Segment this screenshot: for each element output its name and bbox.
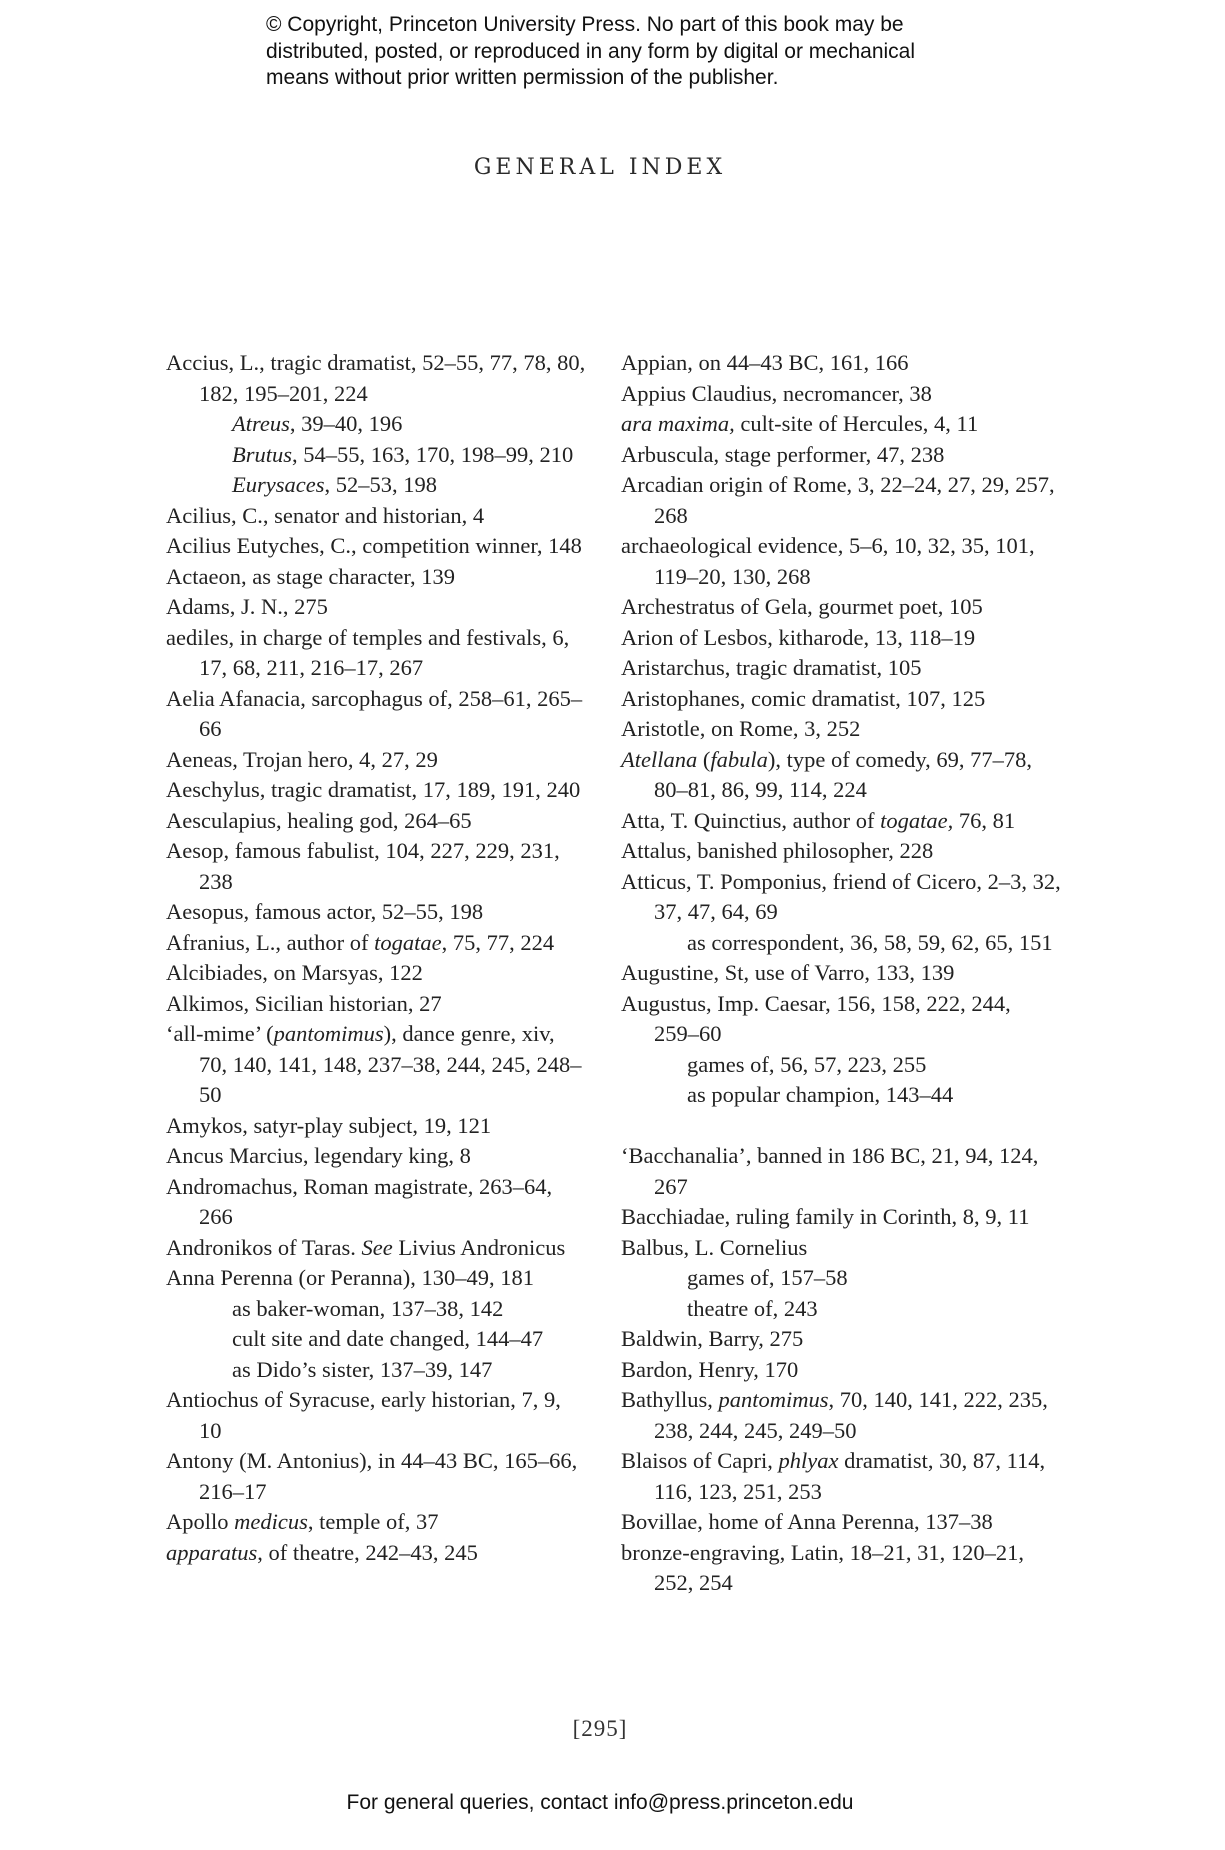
index-entry — [166, 501, 586, 532]
index-text: as Dido’s sister, 137–39, 147 — [232, 1356, 493, 1382]
index-entry — [621, 379, 1061, 410]
index-text: , 54–55, 163, 170, 198–99, 210 — [292, 441, 574, 467]
index-entry — [621, 440, 1061, 471]
index-text: Atta, T. Quinctius, author of — [621, 807, 881, 833]
index-text: ‘all-mime’ ( — [166, 1021, 274, 1046]
index-entry — [621, 867, 1061, 928]
page-title: GENERAL INDEX — [473, 155, 727, 180]
index-entry — [621, 958, 1061, 989]
index-text: archaeological evidence, 5–6, 10, 32, 35, 101, 119–20, 130, 268 — [621, 533, 1035, 589]
index-entry — [621, 1355, 1061, 1386]
index-text: bronze-engraving, Latin, 18–21, 31, 120–21, 252, 254 — [621, 1539, 1025, 1595]
index-entry — [621, 1202, 1061, 1233]
index-entry — [621, 684, 1061, 715]
index-column-right — [621, 348, 1061, 1599]
index-entry — [166, 348, 586, 409]
index-text: Adams, J. N., 275 — [166, 594, 328, 619]
index-entry — [166, 1507, 586, 1538]
index-text: Blaisos of Capri, — [621, 1448, 779, 1473]
index-subentry — [166, 470, 586, 501]
index-entry — [166, 1446, 586, 1507]
index-text: , temple of, 37 — [307, 1509, 439, 1534]
index-italic-text: phlyax — [778, 1448, 839, 1473]
index-text: Archestratus of Gela, gourmet poet, 105 — [621, 594, 983, 619]
index-entry — [621, 1324, 1061, 1355]
index-text: dramatist, 30, 87, 114, 116, 123, 251, 253 — [654, 1448, 1046, 1504]
index-column-left — [166, 348, 586, 1568]
index-entry — [621, 470, 1061, 531]
index-text: , 75, 77, 224 — [441, 929, 555, 955]
index-text: as popular champion, 143–44 — [687, 1082, 954, 1107]
index-entry — [166, 1019, 586, 1111]
index-text: ), type of comedy, 69, 77–78, 80–81, 86, 99, 114, 224 — [654, 746, 1032, 802]
index-entry — [621, 836, 1061, 867]
index-italic-text: ara maxima, — [621, 411, 735, 436]
index-subentry — [166, 409, 586, 440]
index-subentry — [166, 1294, 586, 1325]
index-entry — [621, 806, 1061, 837]
index-entry — [166, 1141, 586, 1172]
index-text: Acilius Eutyches, C., competition winner, 148 — [166, 533, 582, 558]
index-subentry — [621, 928, 1061, 959]
index-text: Augustus, Imp. Caesar, 156, 158, 222, 244, 259–60 — [621, 990, 1011, 1046]
index-entry — [621, 714, 1061, 745]
index-entry — [166, 989, 586, 1020]
index-text: Attalus, banished philosopher, 228 — [621, 838, 934, 863]
index-entry — [621, 989, 1061, 1050]
index-italic-text: See — [361, 1234, 393, 1260]
index-text: Bovillae, home of Anna Perenna, 137–38 — [621, 1509, 993, 1534]
index-text: theatre of, 243 — [687, 1295, 818, 1321]
index-italic-text: togatae — [374, 929, 442, 955]
index-text: ( — [697, 746, 711, 772]
index-text: Appian, on 44–43 BC, 161, 166 — [621, 350, 909, 375]
index-entry — [166, 1263, 586, 1294]
index-text: Augustine, St, use of Varro, 133, 139 — [621, 960, 955, 985]
index-text: Acilius, C., senator and historian, 4 — [166, 502, 485, 528]
index-text: Arbuscula, stage performer, 47, 238 — [621, 441, 945, 467]
index-entry — [621, 531, 1061, 592]
index-text: Amykos, satyr-play subject, 19, 121 — [166, 1112, 492, 1138]
index-text: games of, 157–58 — [687, 1265, 848, 1290]
index-text: Aesculapius, healing god, 264–65 — [166, 807, 472, 833]
index-text: Actaeon, as stage character, 139 — [166, 563, 455, 589]
copyright-line: distributed, posted, or reproduced in any form by digital or mechanical — [266, 39, 916, 63]
index-entry — [166, 592, 586, 623]
index-text: Anna Perenna (or Peranna), 130–49, 181 — [166, 1265, 535, 1290]
index-subentry — [621, 1050, 1061, 1081]
index-text: , of theatre, 242–43, 245 — [257, 1539, 478, 1565]
index-text: , 70, 140, 141, 222, 235, 238, 244, 245, 249–50 — [654, 1387, 1048, 1443]
index-text: Livius Andronicus — [392, 1234, 566, 1260]
index-entry — [621, 1385, 1061, 1446]
index-entry — [166, 958, 586, 989]
index-letter-gap — [621, 1111, 1061, 1142]
index-entry — [166, 1233, 586, 1264]
index-entry — [166, 1111, 586, 1142]
index-text: cult-site of Hercules, 4, 11 — [734, 411, 979, 436]
index-text: Bacchiadae, ruling family in Corinth, 8, 9, 11 — [621, 1204, 1030, 1229]
index-subentry — [166, 1324, 586, 1355]
index-text: Andronikos of Taras. — [166, 1234, 362, 1260]
index-text: , 39–40, 196 — [289, 411, 403, 436]
index-entry — [621, 1538, 1061, 1599]
index-text: Aeschylus, tragic dramatist, 17, 189, 191, 240 — [166, 777, 581, 802]
index-text: Apollo — [166, 1509, 235, 1534]
index-text: Aristarchus, tragic dramatist, 105 — [621, 655, 922, 680]
index-entry — [166, 806, 586, 837]
index-entry — [621, 1233, 1061, 1264]
index-entry — [166, 684, 586, 745]
index-text: ‘Bacchanalia’, banned in 186 BC, 21, 94, 124, 267 — [621, 1143, 1039, 1199]
index-entry — [166, 1385, 586, 1446]
index-text: Alkimos, Sicilian historian, 27 — [166, 990, 442, 1016]
index-text: Alcibiades, on Marsyas, 122 — [166, 960, 423, 985]
index-text: Aristophanes, comic dramatist, 107, 125 — [621, 685, 986, 711]
copyright-line: © Copyright, Princeton University Press. No part of this book may be — [266, 13, 904, 36]
index-text: Aeneas, Trojan hero, 4, 27, 29 — [166, 746, 438, 772]
index-text: games of, 56, 57, 223, 255 — [687, 1051, 927, 1077]
index-entry — [166, 775, 586, 806]
index-entry — [621, 1507, 1061, 1538]
index-entry — [621, 348, 1061, 379]
index-subentry — [621, 1294, 1061, 1325]
index-entry — [621, 653, 1061, 684]
index-italic-text: fabula — [710, 746, 768, 772]
index-subentry — [166, 1355, 586, 1386]
index-text: Bathyllus, — [621, 1387, 719, 1412]
index-italic-text: pantomimus — [273, 1021, 384, 1046]
index-text: , 52–53, 198 — [324, 472, 437, 497]
index-entry — [166, 531, 586, 562]
index-text: as correspondent, 36, 58, 59, 62, 65, 151 — [687, 929, 1053, 955]
index-text: cult site and date changed, 144–47 — [232, 1326, 544, 1351]
index-text: Arcadian origin of Rome, 3, 22–24, 27, 29, 257, 268 — [621, 472, 1055, 528]
index-entry — [621, 409, 1061, 440]
index-entry — [166, 562, 586, 593]
index-text: Bardon, Henry, 170 — [621, 1356, 799, 1382]
index-entry — [166, 928, 586, 959]
index-subentry — [621, 1080, 1061, 1111]
index-text: Antiochus of Syracuse, early historian, 7, 9, 10 — [166, 1387, 561, 1443]
index-text: Afranius, L., author of — [166, 929, 375, 955]
index-entry — [166, 897, 586, 928]
index-italic-text: pantomimus — [718, 1387, 829, 1412]
index-entry — [621, 745, 1061, 806]
index-text: Aelia Afanacia, sarcophagus of, 258–61, 265–66 — [166, 685, 583, 741]
index-entry — [166, 623, 586, 684]
index-italic-text: togatae, — [880, 807, 954, 833]
index-italic-text: apparatus — [166, 1539, 258, 1565]
index-entry — [166, 745, 586, 776]
index-text: aediles, in charge of temples and festivals, 6, 17, 68, 211, 216–17, 267 — [166, 624, 570, 680]
index-text: Antony (M. Antonius), in 44–43 BC, 165–66, 216–17 — [166, 1448, 578, 1504]
index-text: Aesop, famous fabulist, 104, 227, 229, 231, 238 — [166, 838, 560, 894]
index-text: as baker-woman, 137–38, 142 — [232, 1295, 504, 1321]
index-entry — [621, 592, 1061, 623]
index-entry — [166, 1172, 586, 1233]
index-text: Balbus, L. Cornelius — [621, 1234, 808, 1260]
index-italic-text: Brutus — [232, 441, 293, 467]
index-entry — [166, 836, 586, 897]
index-subentry — [621, 1263, 1061, 1294]
index-italic-text: Atellana — [621, 746, 698, 772]
index-text: Ancus Marcius, legendary king, 8 — [166, 1143, 471, 1168]
copyright-notice — [266, 12, 1026, 92]
index-text: Atticus, T. Pomponius, friend of Cicero, 2–3, 32, 37, 47, 64, 69 — [621, 868, 1061, 924]
index-subentry — [166, 440, 586, 471]
index-italic-text: Eurysaces — [232, 472, 325, 497]
index-italic-text: medicus — [234, 1509, 308, 1534]
footer-contact: For general queries, contact info@press.princeton.edu — [346, 1791, 854, 1814]
index-text: Accius, L., tragic dramatist, 52–55, 77, 78, 80, 182, 195–201, 224 — [166, 350, 586, 406]
index-text: Baldwin, Barry, 275 — [621, 1326, 804, 1351]
index-entry — [166, 1538, 586, 1569]
index-entry — [621, 1446, 1061, 1507]
index-text: Arion of Lesbos, kitharode, 13, 118–19 — [621, 624, 976, 650]
index-text: Aesopus, famous actor, 52–55, 198 — [166, 899, 484, 924]
index-entry — [621, 1141, 1061, 1202]
index-text: Andromachus, Roman magistrate, 263–64, 266 — [166, 1173, 553, 1229]
copyright-line: means without prior written permission of the publisher. — [266, 66, 779, 89]
index-text: Aristotle, on Rome, 3, 252 — [621, 716, 861, 741]
index-text: ), dance genre, xiv, 70, 140, 141, 148, 237–38, 244, 245, 248–50 — [199, 1021, 582, 1107]
index-text: 76, 81 — [953, 807, 1016, 833]
page-number: [295] — [572, 1716, 628, 1741]
index-text: Appius Claudius, necromancer, 38 — [621, 380, 932, 406]
index-entry — [621, 623, 1061, 654]
index-italic-text: Atreus — [232, 411, 290, 436]
